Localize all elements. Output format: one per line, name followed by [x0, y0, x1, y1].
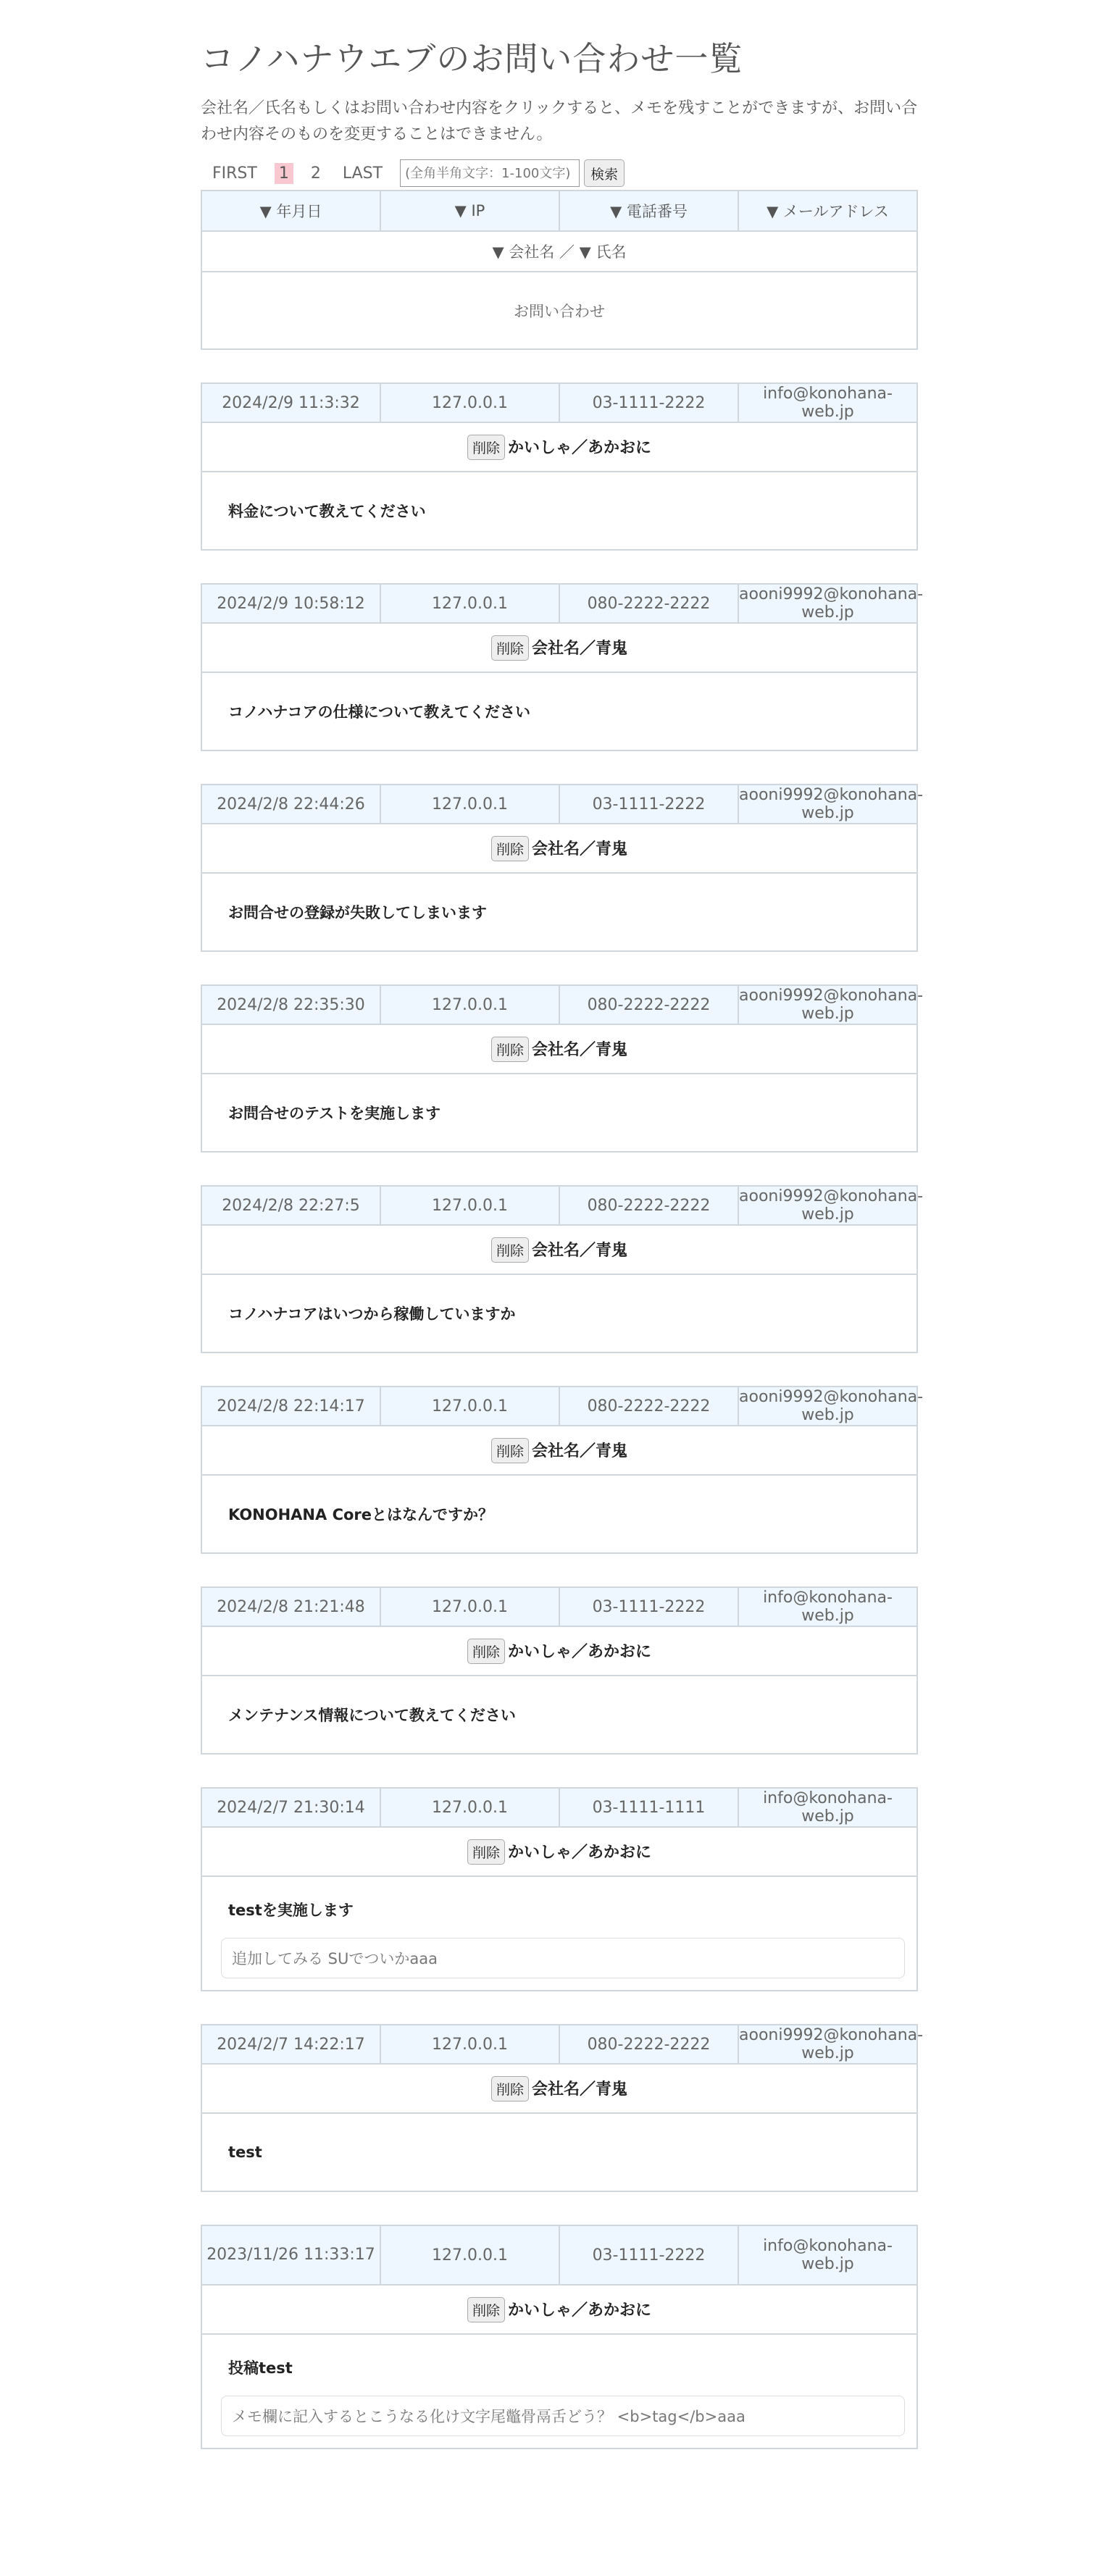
entry-email: info@konohana-web.jp	[738, 1587, 917, 1626]
pager-page-1[interactable]: 1	[275, 163, 293, 184]
entry-memo[interactable]: メモ欄に記入するとこうなる化け文字尾鼈骨鬲舌どう？ <b>tag</b>aaa	[221, 2396, 905, 2436]
entry-inquiry[interactable]: お問合せのテストを実施します	[228, 1105, 441, 1122]
entry-email: aooni9992@konohana-web.jp	[739, 987, 924, 1023]
inquiry-entry	[201, 583, 924, 751]
entry-date: 2024/2/9 11:3:32	[201, 383, 380, 422]
sort-ip-header[interactable]: ▼ IP	[380, 191, 559, 231]
entry-ip: 127.0.0.1	[380, 1387, 559, 1426]
pager-first-link[interactable]: FIRST	[212, 164, 257, 183]
entry-phone: 080-2222-2222	[559, 584, 738, 623]
entry-ip: 127.0.0.1	[380, 1788, 559, 1827]
inquiry-entry	[201, 382, 918, 551]
sort-phone-header[interactable]: ▼ 電話番号	[559, 191, 738, 231]
entry-name[interactable]: 会社名／青鬼	[532, 2080, 628, 2099]
entry-inquiry-cell[interactable]	[201, 1274, 917, 1352]
pager-last-link[interactable]: LAST	[342, 164, 383, 183]
entry-memo[interactable]: 追加してみる SUでついかaaa	[221, 1938, 905, 1978]
delete-button[interactable]: 削除	[491, 635, 529, 661]
entry-inquiry[interactable]: メンテナンス情報について教えてください	[228, 1707, 516, 1724]
inquiry-entry	[201, 2225, 918, 2449]
entry-name-cell[interactable]	[201, 623, 917, 672]
entry-name-cell[interactable]	[201, 1024, 917, 1074]
entry-ip: 127.0.0.1	[380, 383, 559, 422]
entry-phone: 03-1111-2222	[559, 1587, 738, 1626]
entry-ip: 127.0.0.1	[380, 2225, 559, 2285]
entry-inquiry[interactable]: お問合せの登録が失敗してしまいます	[228, 904, 487, 921]
entry-name[interactable]: 会社名／青鬼	[532, 1442, 628, 1460]
entry-ip: 127.0.0.1	[380, 2025, 559, 2064]
delete-button[interactable]: 削除	[467, 435, 505, 460]
inquiry-entry	[201, 1185, 924, 1353]
entry-email: aooni9992@konohana-web.jp	[739, 585, 924, 622]
entry-email: aooni9992@konohana-web.jp	[739, 1388, 924, 1424]
entry-email: info@konohana-web.jp	[738, 1788, 917, 1827]
entry-ip: 127.0.0.1	[380, 785, 559, 824]
entry-name[interactable]: かいしゃ／あかおに	[508, 438, 652, 457]
entry-date: 2024/2/7 21:30:14	[201, 1788, 380, 1827]
entry-inquiry-cell[interactable]	[201, 2334, 917, 2449]
entry-name-cell[interactable]	[201, 824, 917, 873]
inquiry-entry	[201, 1386, 924, 1554]
entry-ip: 127.0.0.1	[380, 584, 559, 623]
entry-name-cell[interactable]	[201, 2064, 917, 2113]
entry-name-cell[interactable]	[201, 1225, 917, 1274]
delete-button[interactable]: 削除	[491, 2076, 529, 2102]
entry-date: 2024/2/7 14:22:17	[201, 2025, 380, 2064]
entry-name[interactable]: かいしゃ／あかおに	[508, 1642, 652, 1661]
entry-name[interactable]: 会社名／青鬼	[532, 639, 628, 658]
entry-inquiry-cell[interactable]	[201, 873, 917, 951]
entry-name[interactable]: 会社名／青鬼	[532, 1040, 628, 1059]
entry-name-cell[interactable]	[201, 2285, 917, 2334]
entry-inquiry[interactable]: コノハナコアの仕様について教えてください	[228, 703, 531, 721]
inquiry-entry	[201, 2024, 924, 2192]
inquiry-entry	[201, 784, 924, 952]
entry-inquiry-cell[interactable]	[201, 1676, 917, 1754]
entry-inquiry[interactable]: コノハナコアはいつから稼働していますか	[228, 1305, 516, 1323]
entry-phone: 03-1111-2222	[559, 383, 738, 422]
entry-name-cell[interactable]	[201, 422, 917, 472]
delete-button[interactable]: 削除	[491, 1237, 529, 1263]
entry-inquiry-cell[interactable]	[201, 672, 917, 750]
entry-email: info@konohana-web.jp	[738, 2225, 917, 2285]
entry-phone: 03-1111-2222	[559, 2225, 738, 2285]
entry-phone: 03-1111-2222	[559, 785, 738, 824]
entry-ip: 127.0.0.1	[380, 1587, 559, 1626]
inquiry-header: お問い合わせ	[201, 272, 917, 349]
page-title: コノハナウエブのお問い合わせ一覧	[201, 39, 743, 78]
entry-name[interactable]: 会社名／青鬼	[532, 1241, 628, 1260]
pager	[201, 156, 918, 190]
delete-button[interactable]: 削除	[467, 2297, 505, 2322]
inquiry-entry	[201, 984, 924, 1153]
entry-inquiry[interactable]: KONOHANA Coreとはなんですか？	[228, 1506, 494, 1523]
entry-inquiry[interactable]: testを実施します	[228, 1902, 354, 1919]
entry-email: aooni9992@konohana-web.jp	[739, 2026, 924, 2062]
entry-phone: 080-2222-2222	[559, 1387, 738, 1426]
entry-phone: 03-1111-1111	[559, 1788, 738, 1827]
entry-phone: 080-2222-2222	[559, 1186, 738, 1225]
entry-name-cell[interactable]	[201, 1827, 917, 1876]
search-input[interactable]	[400, 159, 580, 187]
delete-button[interactable]: 削除	[491, 1438, 529, 1463]
entry-name-cell[interactable]	[201, 1626, 917, 1676]
header-table	[201, 190, 918, 350]
entry-date: 2024/2/8 22:14:17	[201, 1387, 380, 1426]
delete-button[interactable]: 削除	[467, 1839, 505, 1865]
entry-date: 2024/2/8 22:27:5	[201, 1186, 380, 1225]
entry-name-cell[interactable]	[201, 1426, 917, 1475]
delete-button[interactable]: 削除	[491, 836, 529, 861]
delete-button[interactable]: 削除	[467, 1639, 505, 1664]
entry-inquiry-cell[interactable]	[201, 2113, 917, 2191]
entry-inquiry-cell[interactable]	[201, 1475, 917, 1553]
entry-date: 2024/2/8 21:21:48	[201, 1587, 380, 1626]
entry-inquiry-cell[interactable]	[201, 472, 917, 550]
entry-email: aooni9992@konohana-web.jp	[739, 1187, 924, 1224]
entry-phone: 080-2222-2222	[559, 2025, 738, 2064]
entry-inquiry[interactable]: 料金について教えてください	[228, 503, 426, 520]
entry-name[interactable]: かいしゃ／あかおに	[508, 1843, 652, 1862]
entry-date: 2024/2/8 22:44:26	[201, 785, 380, 824]
inquiry-list	[201, 382, 924, 2449]
entry-date: 2024/2/8 22:35:30	[201, 985, 380, 1024]
entry-name[interactable]: 会社名／青鬼	[532, 840, 628, 858]
sort-email-header[interactable]: ▼ メールアドレス	[738, 191, 917, 231]
entry-email: aooni9992@konohana-web.jp	[739, 786, 924, 822]
inquiry-entry	[201, 1586, 918, 1755]
entry-ip: 127.0.0.1	[380, 985, 559, 1024]
page-description: 会社名／氏名もしくはお問い合わせ内容をクリックすると、メモを残すことができますが、お問い合わせ内容そのものを変更することはできません。	[201, 99, 918, 143]
search-button[interactable]: 検索	[584, 159, 625, 187]
entry-name[interactable]: かいしゃ／あかおに	[508, 2301, 652, 2320]
entry-phone: 080-2222-2222	[559, 985, 738, 1024]
inquiry-entry	[201, 1787, 918, 1991]
entry-inquiry[interactable]: test	[228, 2144, 262, 2161]
entry-date: 2024/2/9 10:58:12	[201, 584, 380, 623]
entry-inquiry-cell[interactable]	[201, 1876, 917, 1991]
delete-button[interactable]: 削除	[491, 1037, 529, 1062]
entry-ip: 127.0.0.1	[380, 1186, 559, 1225]
sort-name-header[interactable]: ▼ 会社名 ／ ▼ 氏名	[201, 231, 917, 272]
sort-date-header[interactable]: ▼ 年月日	[201, 191, 380, 231]
entry-email: info@konohana-web.jp	[738, 383, 917, 422]
entry-date: 2023/11/26 11:33:17	[201, 2225, 380, 2285]
pager-page-2[interactable]: 2	[310, 164, 321, 183]
entry-inquiry[interactable]: 投稿test	[228, 2359, 293, 2377]
entry-inquiry-cell[interactable]	[201, 1074, 917, 1152]
